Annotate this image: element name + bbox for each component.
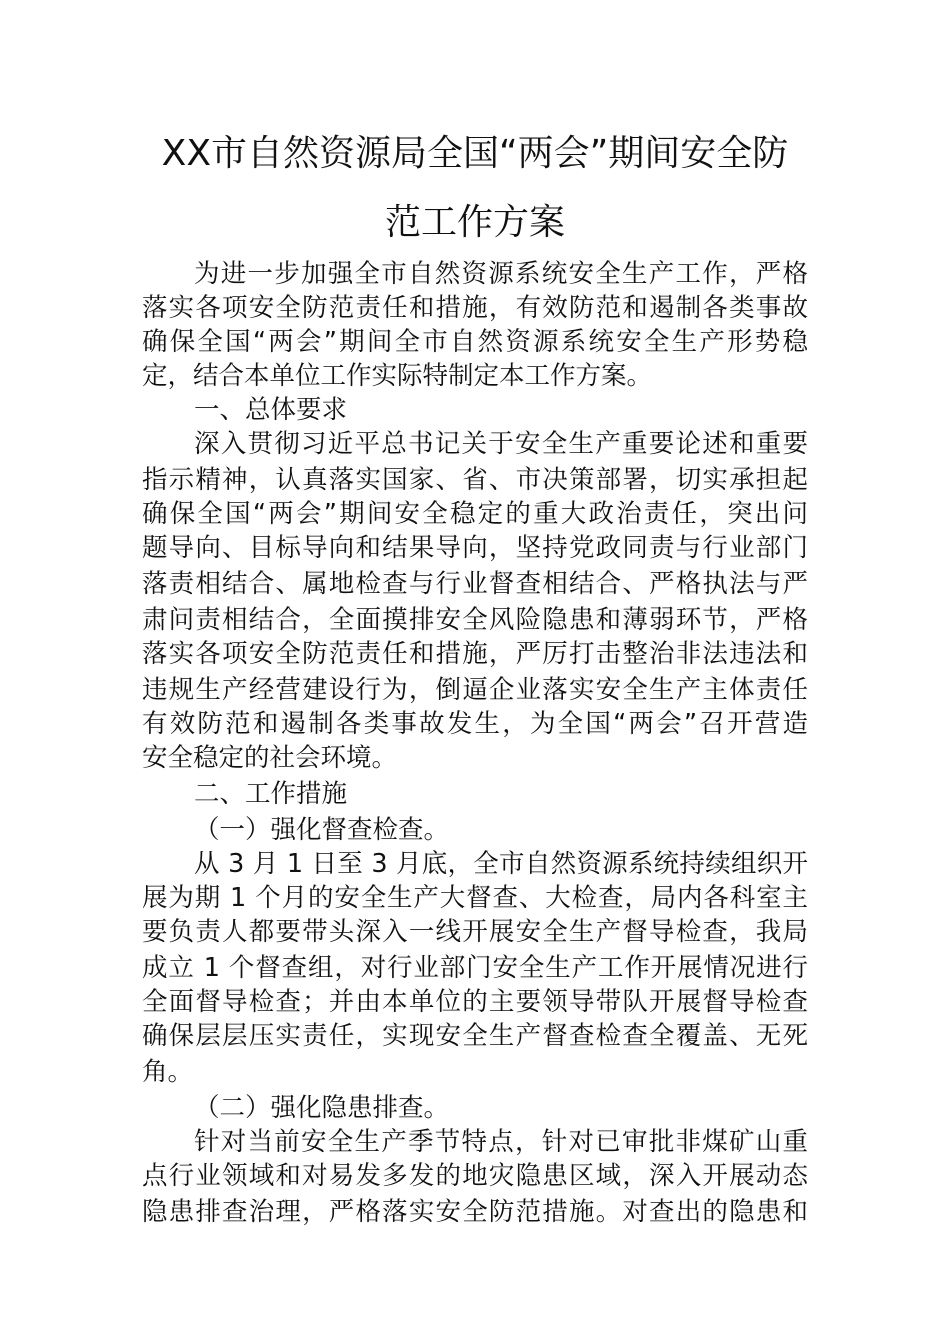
subsection-heading: （一）强化督查检查。 — [194, 815, 450, 845]
paragraph-line: 确保全国“两会”期间安全稳定的重大政治责任，突出问 — [142, 499, 808, 529]
paragraph-line: 题导向、目标导向和结果导向，坚持党政同责与行业部门 — [142, 533, 808, 563]
paragraph-line: 要负责人都要带头深入一线开展安全生产督导检查，我局 — [142, 917, 808, 947]
paragraph-line: 定，结合本单位工作实际特制定本工作方案。 — [142, 361, 653, 391]
paragraph-line: 落实各项安全防范责任和措施，有效防范和遏制各类事故 — [142, 293, 808, 323]
paragraph-line: 点行业领域和对易发多发的地灾隐患区域，深入开展动态 — [142, 1161, 808, 1191]
paragraph-line: 肃问责相结合，全面摸排安全风险隐患和薄弱环节，严格 — [142, 605, 808, 635]
paragraph-line: 安全稳定的社会环境。 — [142, 743, 398, 773]
paragraph-line: 确保层层压实责任，实现安全生产督查检查全覆盖、无死 — [142, 1021, 808, 1051]
paragraph-line: 角。 — [142, 1057, 194, 1087]
paragraph-line: 隐患排查治理，严格落实安全防范措施。对查出的隐患和 — [142, 1197, 808, 1227]
paragraph-line: 确保全国“两会”期间全市自然资源系统安全生产形势稳 — [142, 327, 808, 357]
paragraph-line: 针对当前安全生产季节特点，针对已审批非煤矿山重 — [194, 1127, 808, 1157]
document-title-line-1: XX市自然资源局全国“两会”期间安全防 — [161, 133, 789, 174]
paragraph-line: 为进一步加强全市自然资源系统安全生产工作，严格 — [194, 259, 808, 289]
section-heading: 二、工作措施 — [194, 779, 348, 809]
paragraph-line: 落实各项安全防范责任和措施，严厉打击整治非法违法和 — [142, 639, 808, 669]
paragraph-line: 成立 1 个督查组，对行业部门安全生产工作开展情况进行 — [142, 953, 808, 983]
paragraph-line: 深入贯彻习近平总书记关于安全生产重要论述和重要 — [194, 429, 808, 459]
paragraph-line: 有效防范和遏制各类事故发生，为全国“两会”召开营造 — [142, 709, 808, 739]
paragraph-line: 从 3 月 1 日至 3 月底，全市自然资源系统持续组织开 — [194, 849, 808, 879]
subsection-heading: （二）强化隐患排查。 — [194, 1093, 450, 1123]
paragraph-line: 落责相结合、属地检查与行业督查相结合、严格执法与严 — [142, 569, 808, 599]
paragraph-line: 展为期 1 个月的安全生产大督查、大检查，局内各科室主 — [142, 883, 808, 913]
paragraph-line: 全面督导检查；并由本单位的主要领导带队开展督导检查 — [142, 987, 808, 1017]
document-title-line-2: 范工作方案 — [384, 202, 565, 243]
section-heading: 一、总体要求 — [194, 395, 348, 425]
paragraph-line: 违规生产经营建设行为，倒逼企业落实安全生产主体责任 — [142, 675, 808, 705]
paragraph-line: 指示精神，认真落实国家、省、市决策部署，切实承担起 — [142, 465, 808, 495]
